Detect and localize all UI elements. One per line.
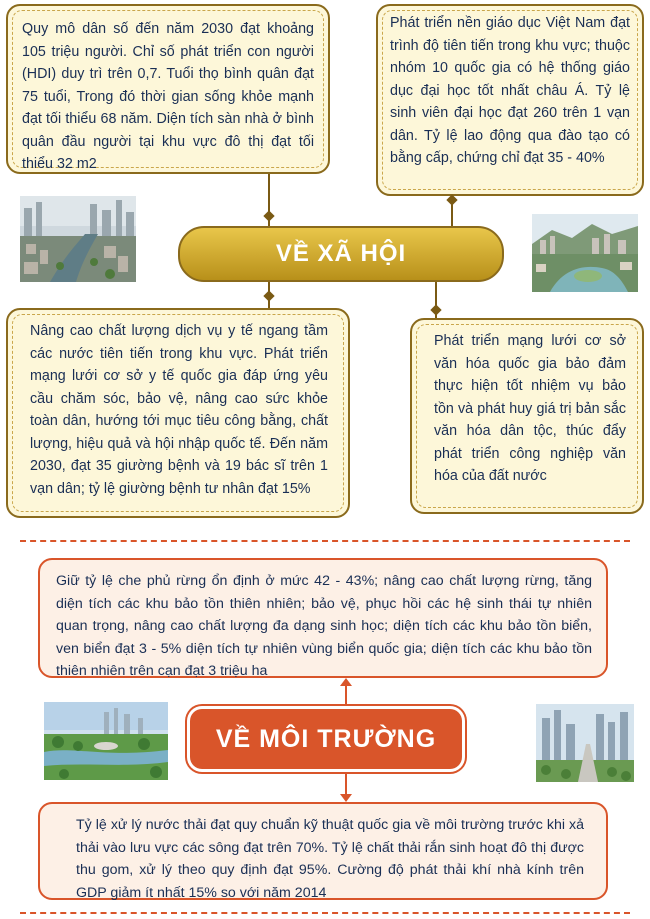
social-education-text: Phát triển nền giáo dục Việt Nam đạt trình độ tiên tiến trong khu vực; thuộc nhóm 10 quốc gia có hệ thống giáo dục đại học tốt nhất châu Á. Tỷ lệ sinh viên đại học đạt 260 trên 1 vạn dân. Tỷ lệ lao động qua đào tạo có bằng cấp, chứng chỉ đạt 35 - 40% [390,15,630,166]
environment-section-title: VỀ MÔI TRƯỜNG [190,709,462,769]
urban-skyline-photo [536,704,634,782]
arrow-down-icon [340,794,352,802]
social-box-healthcare [6,308,350,518]
section-divider [20,540,630,542]
connector-diamond [263,290,274,301]
connector-diamond [446,194,457,205]
social-box-population [6,4,330,174]
green-city-photo [44,702,168,780]
environment-forest-text: Giữ tỷ lệ che phủ rừng ổn định ở mức 42 - 43%; nâng cao chất lượng rừng, tăng diện tích các khu bảo tồn thiên nhiên; bảo vệ, phục hồi các hệ sinh thái tự nhiên quan trọng, nâng cao chất lượng đa dạng sinh học; diện tích các khu bảo tồn biển, ven biển đạt 3 - 5% diện tích tự nhiên vùng biển quốc gia; diện tích các khu bảo tồn thiên nhiên trên cạn đạt 3 triệu ha [56,573,592,679]
environment-waste-text: Tỷ lệ xử lý nước thải đạt quy chuẩn kỹ thuật quốc gia về môi trường trước khi xả thải vào lưu vực các sông đạt trên 70%. Tỷ lệ chất thải rắn sinh hoạt đô thị được thu gom, xử lý theo quy định đạt 95%. Cường độ phát thải khí nhà kính trên GDP giảm ít nhất 15% so với năm 2014 [76,817,584,901]
social-population-text: Quy mô dân số đến năm 2030 đạt khoảng 105 triệu người. Chỉ số phát triển con người (HDI) duy trì trên 0,7. Tuổi thọ bình quân đạt 75 tuổi, Trong đó thời gian sống khỏe mạnh đạt tối thiểu 68 năm. Diện tích sàn nhà ở bình quân đầu người tại khu vực đô thị đạt tối thiểu 32 m2 [22,21,314,172]
connector-line [345,774,347,796]
social-culture-text: Phát triển mạng lưới cơ sở văn hóa quốc gia bảo đảm thực hiện tốt nhiệm vụ bảo tồn và phát huy giá trị bản sắc văn hóa dân tộc, thúc đẩy phát triển công nghiệp văn hóa của đất nước [434,333,626,484]
environment-box-forest [38,558,608,678]
social-section-title: VỀ XÃ HỘI [178,226,504,282]
city-river-photo [20,196,136,282]
coastal-city-photo [532,214,638,292]
section-divider [20,912,630,914]
social-box-education [376,4,644,196]
connector-diamond [430,304,441,315]
environment-box-waste [38,802,608,900]
connector-line [345,685,347,707]
social-box-culture [410,318,644,514]
connector-diamond [263,210,274,221]
social-healthcare-text: Nâng cao chất lượng dịch vụ y tế ngang tầm các nước tiên tiến trong khu vực. Phát triển mạng lưới cơ sở y tế quốc gia đáp ứng yêu cầu chăm sóc, bảo vệ, nâng cao sức khỏe toàn dân, hướng tới mục tiêu công bằng, chất lượng, hiệu quả và hội nhập quốc tế. Đến năm 2030, đạt 35 giường bệnh và 19 bác sĩ trên 1 vạn dân; tỷ lệ giường bệnh tư nhân đạt 15% [30,323,328,497]
